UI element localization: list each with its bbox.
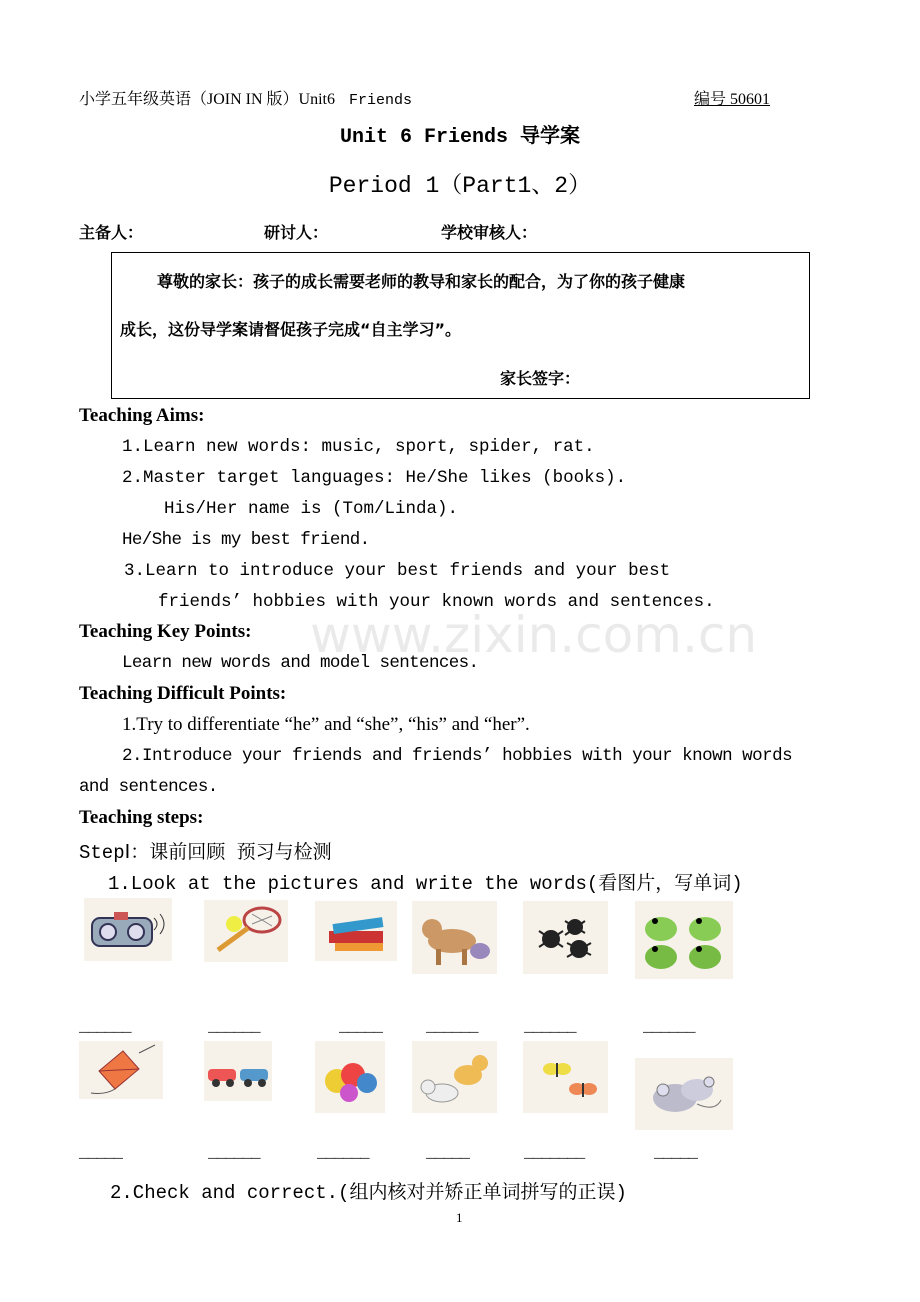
difficult-points-item-1: 1.Try to differentiate “he” and “she”, “his” and “her”. [122, 714, 530, 735]
kite-picture [79, 1041, 163, 1099]
mice-picture [635, 1058, 733, 1130]
answer-blank[interactable]: _____ [426, 1144, 470, 1162]
answer-blank[interactable]: ______ [208, 1144, 260, 1162]
discussant-label: 研讨人： [264, 223, 329, 242]
aims-item-1: 1.Learn new words: music, sport, spider, rat. [122, 437, 595, 457]
task-2-instruction: 2.Check and correct.(组内核对并矫正单词拼写的正误) [110, 1182, 627, 1204]
page-title: Unit 6 Friends 导学案 [339, 126, 581, 149]
header-course [79, 86, 412, 109]
answer-blank[interactable]: _______ [524, 1144, 585, 1162]
dog-picture [412, 901, 497, 974]
step-1-heading: StepⅠ：课前回顾 预习与检测 [79, 842, 332, 864]
course-label: 小学五年级英语（JOIN IN 版）Unit6 [79, 91, 335, 108]
answer-blank[interactable]: ______ [524, 1018, 576, 1036]
reviewer-label: 学校审核人： [441, 223, 538, 242]
cats-picture [412, 1041, 497, 1113]
answer-blank[interactable]: ______ [208, 1018, 260, 1036]
books-picture [315, 901, 397, 961]
preparer-label: 主备人： [79, 223, 144, 242]
parent-note-line2: 成长，这份导学案请督促孩子完成“自主学习”。 [120, 320, 462, 339]
aims-item-2: 2.Master target languages: He/She likes (books). [122, 468, 627, 488]
answer-blank[interactable]: _____ [79, 1144, 123, 1162]
aims-item-3b: friends’ hobbies with your known words and sentences. [158, 592, 715, 612]
watermark: www.zixin.com.cn [310, 606, 758, 664]
key-points-text: Learn new words and model sentences. [122, 653, 479, 673]
answer-blank[interactable]: ______ [79, 1018, 131, 1036]
butterflies-picture [523, 1041, 608, 1113]
parent-note-line1: 尊敬的家长：孩子的成长需要老师的教导和家长的配合，为了你的孩子健康 [157, 272, 686, 291]
spiders-picture [523, 901, 608, 974]
steps-heading: Teaching steps: [79, 807, 204, 828]
cars-picture [204, 1041, 272, 1101]
answer-blank[interactable]: _____ [339, 1018, 383, 1036]
answer-blank[interactable]: ______ [643, 1018, 695, 1036]
key-points-heading: Teaching Key Points: [79, 621, 252, 642]
tennis-racket-picture [204, 900, 288, 962]
answer-blank[interactable]: _____ [654, 1144, 698, 1162]
aims-item-3: 3.Learn to introduce your best friends and your best [124, 561, 671, 581]
answer-blank[interactable]: ______ [317, 1144, 369, 1162]
aims-item-2b: His/Her name is (Tom/Linda). [164, 499, 459, 519]
aims-heading: Teaching Aims: [79, 405, 205, 426]
page-subtitle: Period 1（Part1、2） [328, 173, 592, 199]
unit-name-label: Friends [349, 92, 413, 109]
parent-signature-label: 家长签字： [500, 369, 581, 388]
difficult-points-item-2b: and sentences. [79, 777, 218, 797]
task-1-instruction: 1.Look at the pictures and write the words(看图片，写单词) [108, 873, 743, 895]
difficult-points-item-2: 2.Introduce your friends and friends’ hobbies with your known words [122, 746, 793, 766]
frogs-picture [635, 901, 733, 979]
radio-picture [84, 898, 172, 961]
answer-blank[interactable]: ______ [426, 1018, 478, 1036]
document-code: 编号 50601 [694, 91, 771, 108]
difficult-points-heading: Teaching Difficult Points: [79, 683, 287, 704]
page-number: 1 [456, 1210, 463, 1225]
balls-picture [315, 1041, 385, 1113]
aims-item-2c: He/She is my best friend. [122, 530, 370, 550]
